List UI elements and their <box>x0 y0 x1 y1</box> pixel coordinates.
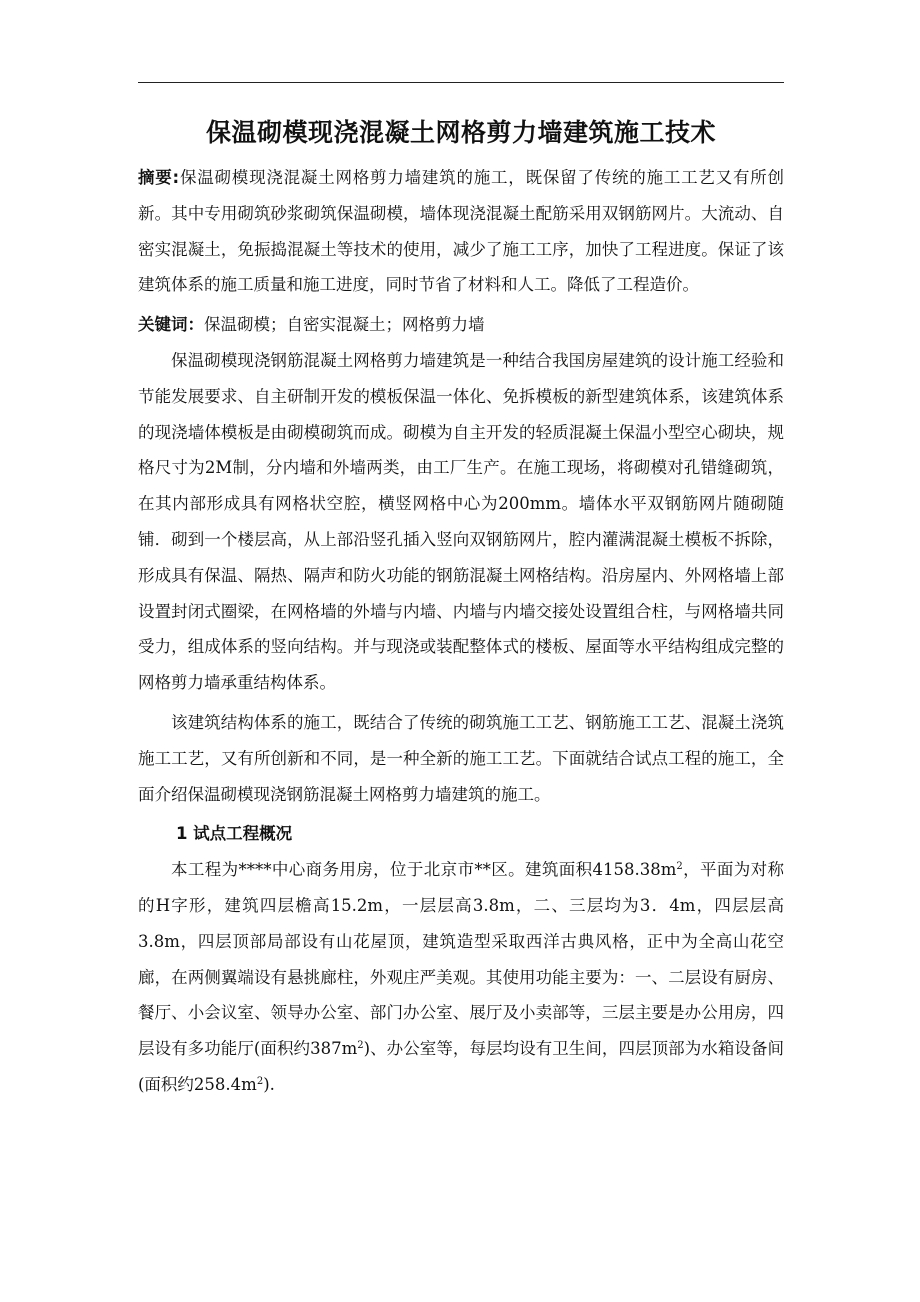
intro-paragraph: 保温砌模现浇钢筋混凝土网格剪力墙建筑是一种结合我国房屋建筑的设计施工经验和节能发展要求、自主研制开发的模板保温一体化、免拆模板的新型建筑体系，该建筑体系的现浇墙体模板是由砌模砌筑而成。砌模为自主开发的轻质混凝土保温小型空心砌块，规格尺寸为2M制，分内墙和外墙两类，由工厂生产。在施工现场，将砌模对孔错缝砌筑，在其内部形成具有网格状空腔，横竖网格中心为200mm。墙体水平双钢筋网片随砌随铺．砌到一个楼层高，从上部沿竖孔插入竖向双钢筋网片，腔内灌满混凝土模板不拆除，形成具有保温、隔热、隔声和防火功能的钢筋混凝土网格结构。沿房屋内、外网格墙上部设置封闭式圈梁，在网格墙的外墙与内墙、内墙与内墙交接处设置组合柱，与网格墙共同受力，组成体系的竖向结构。并与现浇或装配整体式的楼板、屋面等水平结构组成完整的网格剪力墙承重结构体系。 <box>138 350 784 693</box>
section-heading: 1 试点工程概况 <box>175 824 293 844</box>
abstract-label: 摘要: <box>138 168 180 187</box>
overview-text-1: 本工程为****中心商务用房，位于北京市**区。建筑面积4158.38m <box>171 860 677 880</box>
document-title: 保温砌模现浇混凝土网格剪力墙建筑施工技术 <box>205 118 716 147</box>
superscript-2: 2 <box>357 1040 364 1052</box>
construction-paragraph: 该建筑结构体系的施工，既结合了传统的砌筑施工工艺、钢筋施工工艺、混凝土浇筑施工工艺，又有所创新和不同，是一种全新的施工工艺。下面就结合试点工程的施工，全面介绍保温砌模现浇钢筋混凝土网格剪力墙建筑的施工。 <box>138 712 784 804</box>
superscript-1: 2 <box>676 861 683 873</box>
keywords-text: 保温砌模；自密实混凝土；网格剪力墙 <box>204 315 485 335</box>
document-body <box>138 160 784 1103</box>
abstract-text: 保温砌模现浇混凝土网格剪力墙建筑的施工，既保留了传统的施工工艺又有所创新。其中专用砌筑砂浆砌筑保温砌模，墙体现浇混凝土配筋采用双钢筋网片。大流动、自密实混凝土，免振捣混凝土等技术的使用，减少了施工工序，加快了工程进度。保证了该建筑体系的施工质量和施工进度，同时节省了材料和人工。降低了工程造价。 <box>138 168 785 295</box>
header-rule <box>138 82 784 83</box>
abstract-paragraph <box>138 160 784 303</box>
overview-text-2: ，平面为对称的H字形，建筑四层檐高15.2m，一层层高3.8m，二、三层均为3．4m，四层层高3.8m，四层顶部局部设有山花屋顶，建筑造型采取西洋古典风格，正中为全高山花空廊，在两侧翼端设有悬挑廊柱，外观庄严美观。其使用功能主要为：一、二层设有厨房、餐厅、小会议室、领导办公室、部门办公室、展厅及小卖部等，三层主要是办公用房，四层设有多功能厅(面积约387m <box>138 860 784 1059</box>
keywords-label: 关键词： <box>138 315 204 335</box>
superscript-3: 2 <box>256 1075 264 1087</box>
keywords-paragraph <box>138 307 784 343</box>
overview-text-4: ). <box>263 1074 275 1094</box>
overview-paragraph <box>138 852 784 1103</box>
overview-text-3: )、办公室等，每层均设有卫生间，四层顶部为水箱设备间(面积约258.4m <box>138 1039 785 1094</box>
